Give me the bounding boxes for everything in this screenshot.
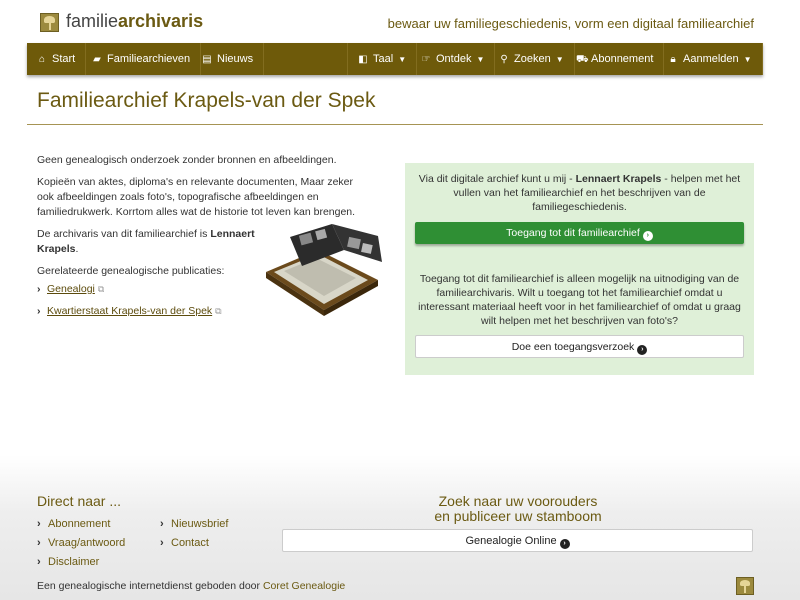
nav-search[interactable] bbox=[489, 43, 575, 75]
chevron-right-icon: › bbox=[37, 305, 41, 317]
chevron-down-icon: ▼ bbox=[555, 55, 564, 64]
chevron-right-icon: › bbox=[160, 537, 164, 549]
nav-search-label: Zoeken bbox=[514, 53, 551, 65]
panel-intro-suffix: - helpen met het vullen van het familiearchief en het beschrijven van de familiegeschiedenis. bbox=[453, 173, 741, 213]
brand-name[interactable] bbox=[66, 11, 203, 32]
top-header bbox=[0, 0, 800, 43]
footer-search-title-line2: en publiceer uw stamboom bbox=[434, 508, 602, 524]
publication-link-kwartierstaat[interactable]: Kwartierstaat Krapels-van der Spek bbox=[47, 305, 213, 317]
page-title: Familiearchief Krapels-van der Spek bbox=[37, 89, 376, 112]
footer-logo-tree-icon[interactable] bbox=[736, 577, 754, 595]
access-panel-intro bbox=[417, 172, 742, 214]
nav-subscription-label: Abonnement bbox=[591, 53, 654, 65]
coret-genealogie-link[interactable]: Coret Genealogie bbox=[262, 580, 346, 592]
archivist-name: Lennaert Krapels bbox=[37, 228, 255, 255]
panel-intro-prefix: Via dit digitale archief kunt u mij - bbox=[418, 173, 576, 185]
intro-paragraph-2: Kopieën van aktes, diploma's en relevante documenten, Maar zeker ook afbeeldingen zoals foto's, topografische afbeeldingen en familiedrukwerk. Korrtom alles wat de historie tot leven kan brengen. bbox=[37, 176, 356, 218]
intro-paragraph-3 bbox=[37, 227, 259, 257]
archive-box-image bbox=[260, 222, 385, 317]
brand-prefix: familie bbox=[66, 11, 119, 31]
footer-link-subscription-label: Abonnement bbox=[48, 518, 111, 530]
external-link-icon: ⧉ bbox=[215, 306, 222, 316]
access-panel-info: Toegang tot dit familiearchief is alleen mogelijk na uitnodiging van de familiearchivaris. Wilt u toegang tot het familiearchief omdat u interessant materiaal heeft voor in het familiearchief of omdat u graag wilt helpen met het beschrijven van foto's? bbox=[418, 273, 741, 327]
lock-icon: 🔒︎ bbox=[670, 54, 676, 65]
nav-start-label: Start bbox=[52, 53, 76, 65]
nav-language-label: Taal bbox=[373, 53, 394, 65]
nav-discover[interactable] bbox=[411, 43, 495, 75]
footer-link-newsletter[interactable] bbox=[160, 518, 228, 530]
nav-start[interactable] bbox=[27, 43, 86, 75]
chevron-right-icon: › bbox=[37, 537, 41, 549]
access-archive-button[interactable] bbox=[415, 222, 744, 244]
newspaper-icon: ▤ bbox=[202, 54, 212, 65]
nav-language[interactable] bbox=[347, 43, 417, 75]
nav-login-label: Aanmelden bbox=[683, 53, 739, 65]
footer-search-title bbox=[283, 494, 753, 524]
external-link-icon: ⧉ bbox=[97, 284, 105, 294]
nav-discover-label: Ontdek bbox=[436, 53, 472, 65]
footer-search-title-line1: Zoek naar uw voorouders bbox=[438, 493, 598, 509]
nav-news-label: Nieuws bbox=[217, 53, 254, 65]
title-divider bbox=[27, 124, 763, 125]
nav-archives-label: Familiearchieven bbox=[107, 53, 191, 65]
nav-archives[interactable] bbox=[82, 43, 201, 75]
brand-suffix: archivaris bbox=[118, 11, 204, 31]
access-archive-label: Toegang tot dit familiearchief bbox=[506, 227, 640, 239]
search-icon: ⚲ bbox=[500, 54, 508, 65]
language-icon: ◧ bbox=[358, 54, 368, 65]
footer-link-disclaimer[interactable] bbox=[37, 556, 99, 568]
nav-news[interactable] bbox=[192, 43, 264, 75]
archivist-suffix: . bbox=[75, 243, 79, 255]
footer-link-contact[interactable] bbox=[160, 537, 209, 549]
footer-link-disclaimer-label: Disclaimer bbox=[48, 556, 100, 568]
footer-link-contact-label: Contact bbox=[171, 537, 209, 549]
intro-paragraph-1: Geen genealogisch onderzoek zonder bronnen en afbeeldingen. bbox=[37, 154, 337, 166]
publication-list bbox=[37, 282, 222, 326]
home-icon: ⌂ bbox=[38, 54, 46, 65]
footer-credit bbox=[37, 580, 345, 592]
arrow-circle-right-icon: › bbox=[637, 345, 647, 355]
nav-subscription[interactable] bbox=[566, 43, 664, 75]
access-panel bbox=[405, 163, 754, 375]
chevron-down-icon: ▼ bbox=[743, 55, 752, 64]
genealogie-online-label: Genealogie Online bbox=[465, 535, 557, 547]
request-access-label: Doe een toegangsverzoek bbox=[511, 341, 635, 353]
arrow-circle-right-icon: › bbox=[643, 231, 653, 241]
logo-tree-icon[interactable] bbox=[40, 13, 59, 32]
tagline: bewaar uw familiegeschiedenis, vorm een digitaal familiearchief bbox=[387, 16, 754, 31]
list-item bbox=[37, 304, 222, 326]
chevron-right-icon: › bbox=[37, 518, 41, 530]
credit-prefix: Een genealogische internetdienst geboden door bbox=[37, 580, 263, 592]
chevron-down-icon: ▼ bbox=[398, 55, 407, 64]
chevron-right-icon: › bbox=[37, 556, 41, 568]
hand-point-icon: ☞ bbox=[421, 54, 431, 65]
cart-icon: ⛟ bbox=[576, 54, 589, 65]
arrow-circle-right-icon: › bbox=[560, 539, 570, 549]
main-navbar bbox=[27, 43, 763, 75]
chevron-right-icon: › bbox=[160, 518, 164, 530]
footer bbox=[0, 455, 800, 600]
footer-link-subscription[interactable] bbox=[37, 518, 110, 530]
footer-link-newsletter-label: Nieuwsbrief bbox=[171, 518, 229, 530]
list-item bbox=[37, 282, 222, 304]
request-access-button[interactable] bbox=[415, 335, 744, 358]
nav-login[interactable] bbox=[658, 43, 763, 75]
footer-direct-title: Direct naar ... bbox=[37, 493, 122, 509]
intro-paragraph-4: Gerelateerde genealogische publicaties: bbox=[37, 265, 225, 277]
archivist-prefix: De archivaris van dit familiearchief is bbox=[37, 228, 211, 240]
book-icon: ▰ bbox=[93, 54, 101, 65]
chevron-right-icon: › bbox=[37, 283, 41, 295]
footer-link-faq-label: Vraag/antwoord bbox=[48, 537, 126, 549]
publication-link-genealogi[interactable]: Genealogi bbox=[47, 283, 95, 295]
panel-archivist-name: Lennaert Krapels bbox=[575, 173, 662, 185]
chevron-down-icon: ▼ bbox=[476, 55, 485, 64]
genealogie-online-button[interactable] bbox=[282, 529, 753, 552]
footer-link-faq[interactable] bbox=[37, 537, 125, 549]
